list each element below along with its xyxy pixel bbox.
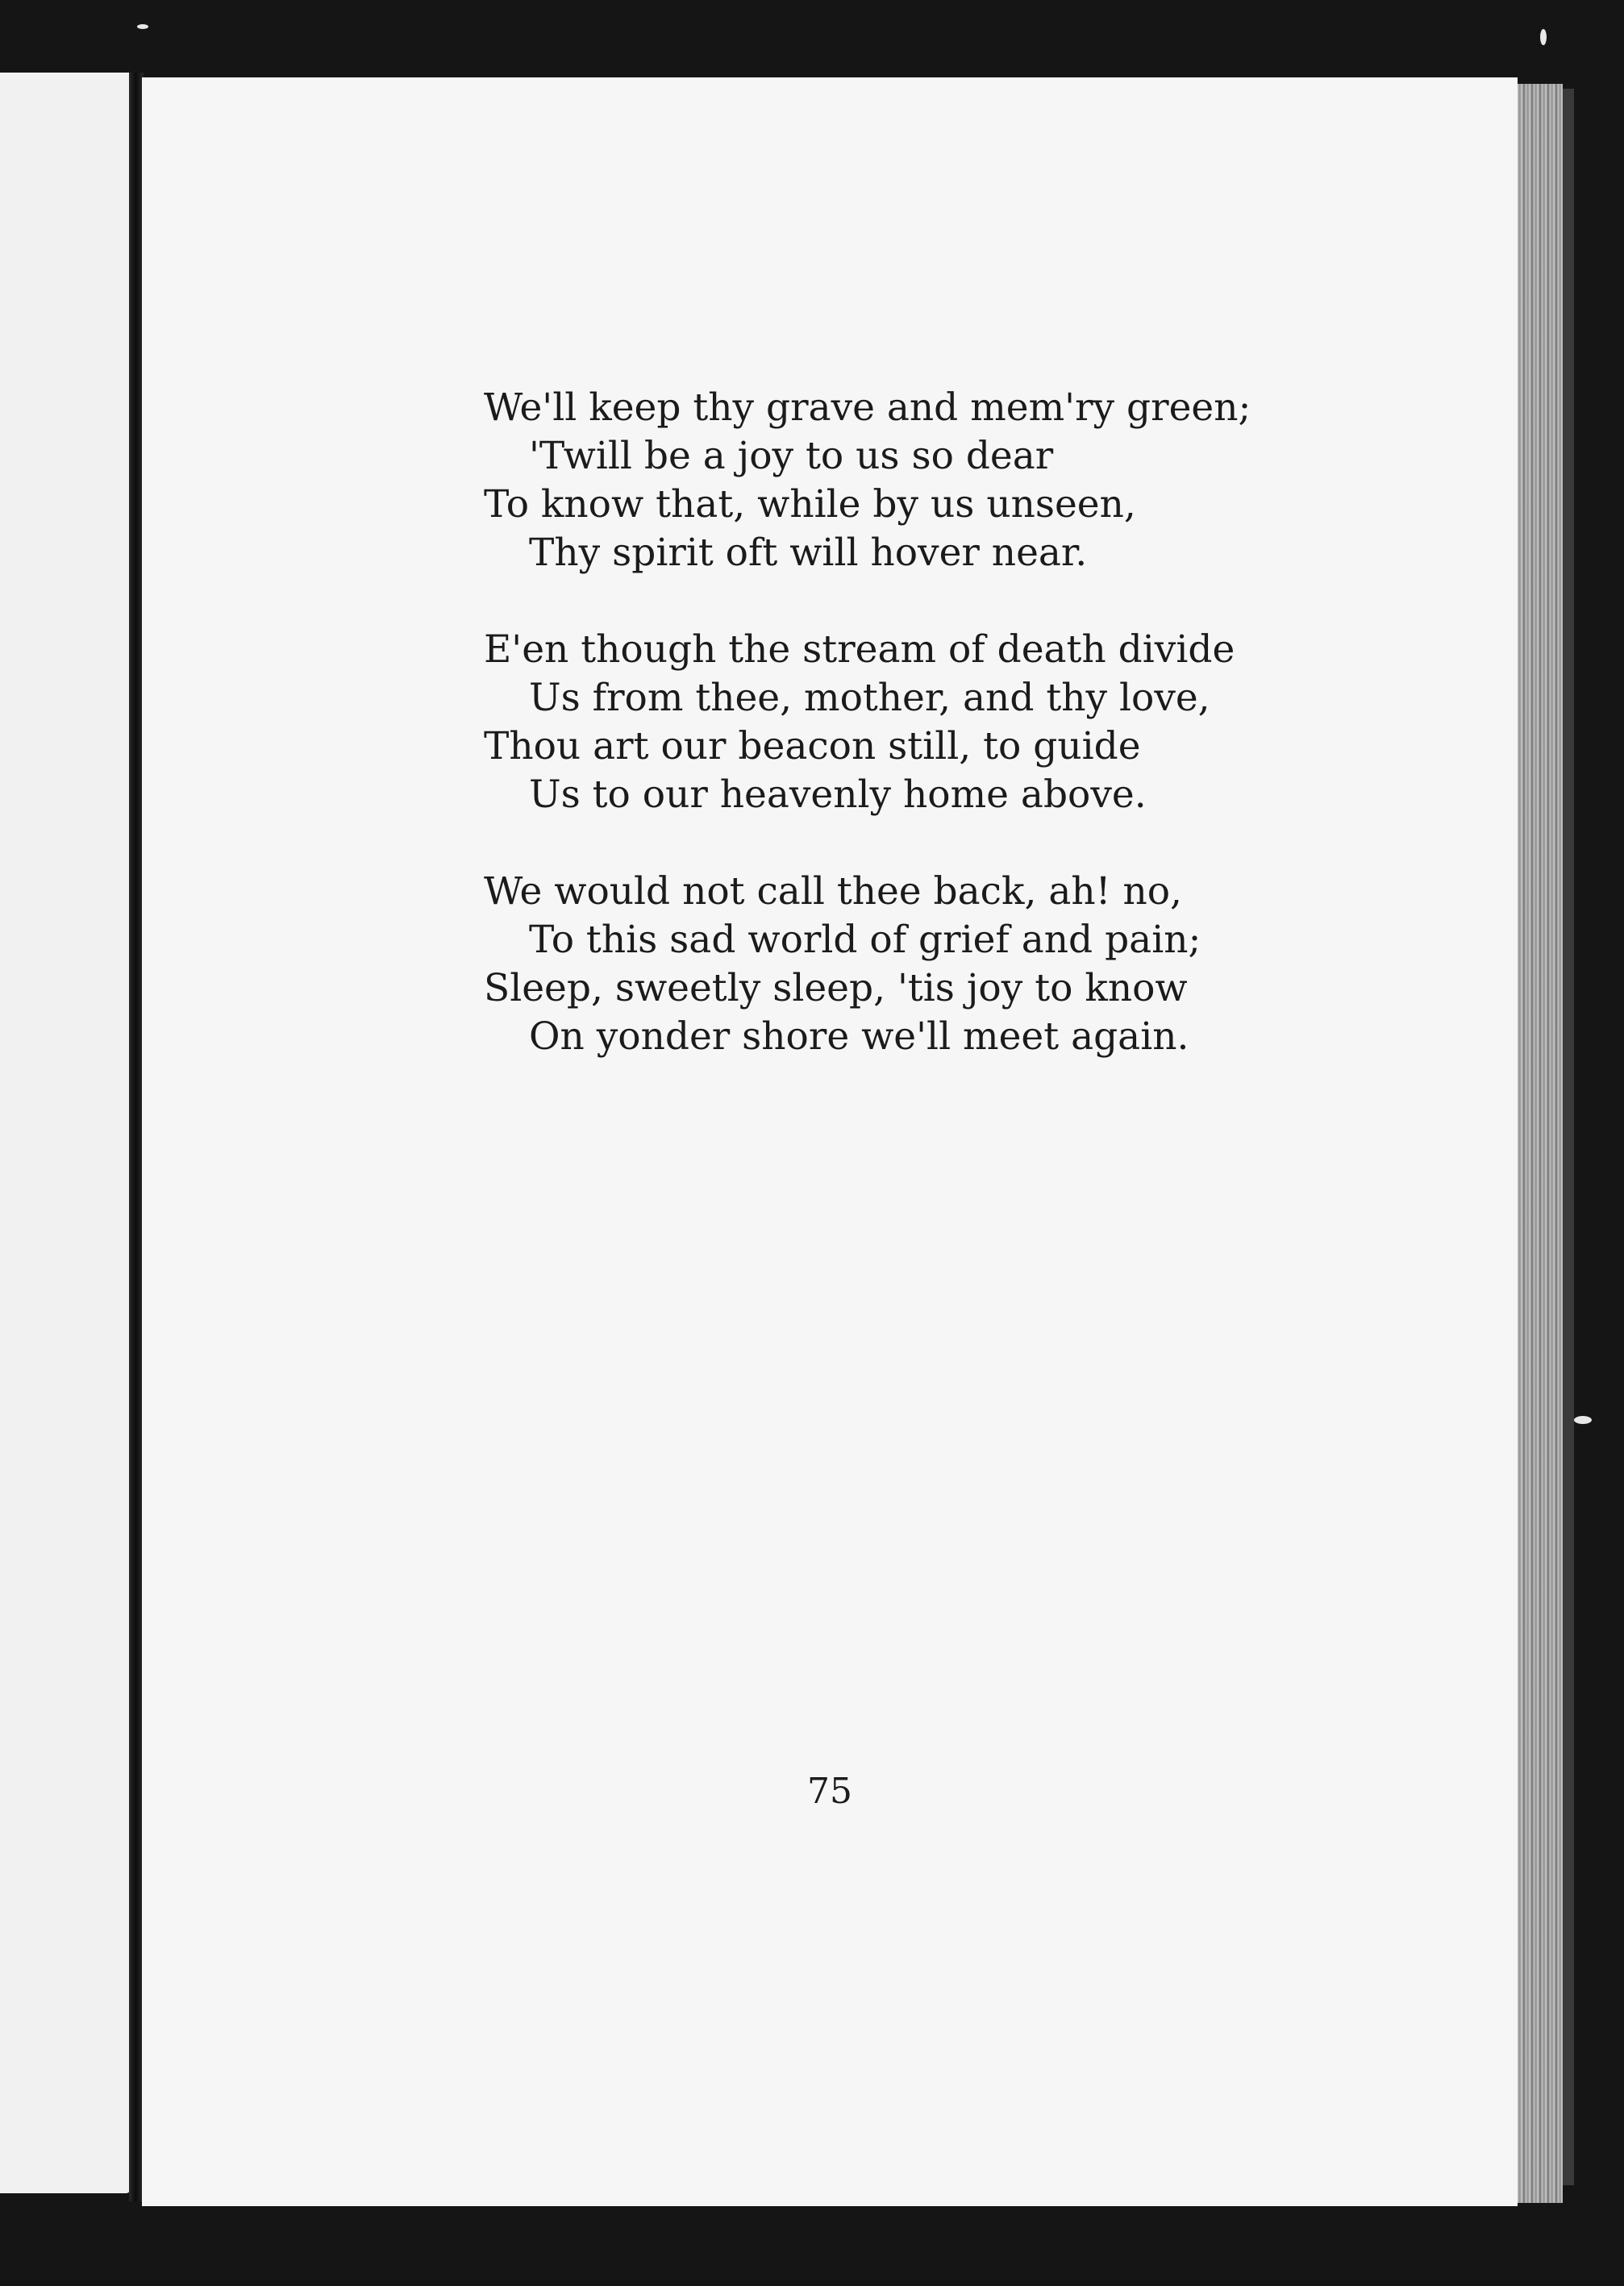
poem-line: We'll keep thy grave and mem'ry green; bbox=[484, 385, 1251, 430]
cover-edge bbox=[1563, 89, 1574, 2185]
scan-artifact bbox=[137, 24, 148, 29]
poem-line: Thou art our beacon still, to guide bbox=[484, 724, 1141, 768]
stanza-2 bbox=[484, 626, 1451, 819]
poem-line: To this sad world of grief and pain; bbox=[529, 918, 1201, 962]
facing-page-edge bbox=[0, 73, 131, 2193]
poem-line: We would not call thee back, ah! no, bbox=[484, 869, 1182, 914]
poem-line: To know that, while by us unseen, bbox=[484, 482, 1136, 527]
poem-line: Sleep, sweetly sleep, 'tis joy to know bbox=[484, 966, 1188, 1010]
poem-line: Us from thee, mother, and thy love, bbox=[529, 676, 1210, 720]
poem-line: Us to our heavenly home above. bbox=[529, 772, 1147, 817]
page-stack-edge bbox=[1518, 84, 1563, 2203]
scan-artifact bbox=[1574, 1416, 1592, 1424]
poem bbox=[484, 384, 1451, 1110]
scan-artifact bbox=[1540, 29, 1547, 45]
poem-line: Thy spirit oft will hover near. bbox=[529, 531, 1088, 575]
poem-line: On yonder shore we'll meet again. bbox=[529, 1014, 1189, 1059]
page-number: 75 bbox=[807, 1771, 852, 1812]
poem-line: E'en though the stream of death divide bbox=[484, 627, 1235, 672]
poem-line: 'Twill be a joy to us so dear bbox=[529, 434, 1054, 478]
book-page bbox=[142, 77, 1518, 2206]
stanza-1 bbox=[484, 384, 1451, 577]
stanza-3 bbox=[484, 868, 1451, 1061]
